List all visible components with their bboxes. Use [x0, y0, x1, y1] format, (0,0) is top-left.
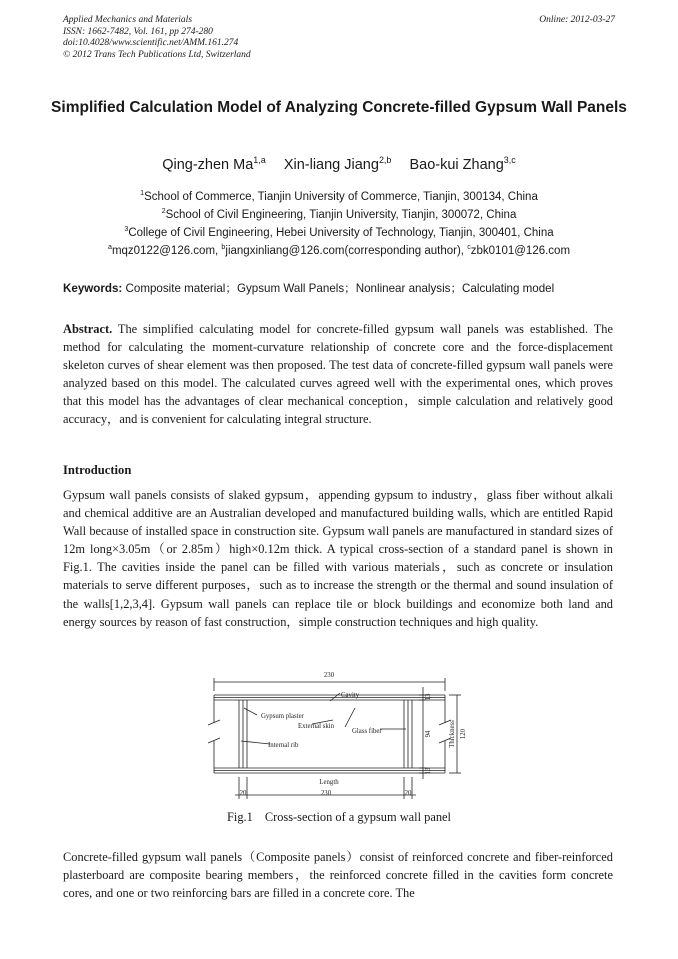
figure-caption-text: Cross-section of a gypsum wall panel	[264, 810, 451, 824]
journal-name: Applied Mechanics and Materials	[63, 15, 193, 25]
author: Xin-liang Jiang$^{2,b}$	[283, 155, 392, 173]
gypsum-plaster-label: Gypsum plaster	[261, 713, 304, 720]
dim-skin-top: 13	[425, 693, 432, 701]
keywords	[63, 280, 623, 296]
figure-number: Fig.1	[227, 810, 253, 824]
email-link[interactable]: jiangxinliang@126.com(corresponding author),	[225, 245, 468, 257]
journal-header	[63, 15, 615, 61]
dim-bottom-label: 230	[320, 790, 332, 797]
figure-caption	[0, 810, 678, 825]
doi-line: doi:10.4028/www.scientific.net/AMM.161.274	[63, 38, 239, 49]
dim-right-label: 20	[404, 790, 412, 797]
affiliation: $^3$College of Civil Engineering, Hebei University of Technology, Tianjin, 300401, China	[124, 225, 554, 239]
email-line: $^a$mqz0122@126.com, $^b$jiangxinliang@126.com(corresponding author), $^c$zbk0101@126.com	[107, 243, 571, 257]
paper-title: Simplified Calculation Model of Analyzing Concrete-filled Gypsum Wall Panels	[51, 99, 627, 116]
author-list	[0, 157, 678, 173]
glass-fiber-label: Glass fiber	[352, 728, 382, 735]
dim-top-label: 230	[323, 672, 335, 679]
abstract-text: The simplified calculating model for concrete-filled gypsum wall panels was established. The method for calculating the moment-curvature relationship of concrete core and the force-displacement skeleton curves of shear element was then proposed. The test data of concrete-filled gypsum wall panels were analyzed based on this model. The calculated curves agreed well with the experimental ones, which proves that this model has the advantages of clear mechanical conception，simple calculation and relatively good accuracy，and is convenient for calculating integral structure.	[63, 322, 613, 427]
internal-rib-label: Internal rib	[268, 742, 299, 749]
author: Bao-kui Zhang$^{3,c}$	[409, 155, 516, 173]
thickness-label: Thickness	[449, 720, 456, 748]
affiliation-list	[0, 188, 678, 260]
affiliation: $^2$School of Civil Engineering, Tianjin University, Tianjin, 300072, China	[161, 207, 517, 221]
dim-skin-bottom: 13	[425, 767, 432, 775]
body-paragraph: Concrete-filled gypsum wall panels（Composite panels）consist of reinforced concrete and fiber-reinforced plasterboard are composite bearing members，the reinforced concrete filled in the cavities form concrete cores, and one or two reinforcing bars are filled in a concrete core. The	[63, 850, 613, 901]
abstract-label: Abstract.	[63, 322, 113, 336]
email-link[interactable]: mqz0122@126.com,	[111, 245, 222, 257]
length-label: Length	[319, 779, 339, 786]
copyright-line: © 2012 Trans Tech Publications Ltd, Switzerland	[63, 49, 251, 60]
introduction-paragraph: Gypsum wall panels consists of slaked gypsum，appending gypsum to industry，glass fiber without alkali and chemical additive are an Australian developed and manufactured building walls, which are entitled Rapid Wall because of installed space in construction site. Gypsum wall panels are manufactured in standard sizes of 12m long×3.05m（or 2.85m）high×0.12m thick. A typical cross-section of a standard panel is shown in Fig.1. The cavities inside the panel can be filled with various materials，such as concrete or insulation materials to serve different purposes，such as to increase the strength or the thermal and sound insulation of the walls[1,2,3,4]. Gypsum wall panels can replace tile or block buildings and economize both land and energy sources by reason of fast construction，simple construction techniques and high quality.	[63, 488, 613, 629]
affiliation: $^1$School of Commerce, Tianjin University of Commerce, Tianjin, 300134, China	[140, 189, 538, 203]
figure-cross-section	[205, 667, 475, 803]
keywords-text: Composite material；Gypsum Wall Panels；Nonlinear analysis；Calculating model	[122, 282, 555, 295]
cavity-label: Cavity	[341, 692, 360, 699]
dim-cavity-height: 94	[425, 730, 432, 738]
abstract	[63, 320, 613, 429]
thickness-value: 120	[460, 728, 467, 740]
keywords-label: Keywords:	[63, 282, 123, 295]
email-link[interactable]: zbk0101@126.com	[470, 245, 571, 257]
dim-left-label: 20	[239, 790, 247, 797]
online-date: Online: 2012-03-27	[539, 15, 615, 25]
external-skin-label: External skin	[298, 723, 335, 730]
section-heading-introduction: Introduction	[63, 463, 132, 477]
issn-line: ISSN: 1662-7482, Vol. 161, pp 274-280	[63, 26, 213, 37]
author: Qing-zhen Ma$^{1,a}$	[162, 155, 266, 173]
cross-section-diagram	[205, 667, 475, 803]
